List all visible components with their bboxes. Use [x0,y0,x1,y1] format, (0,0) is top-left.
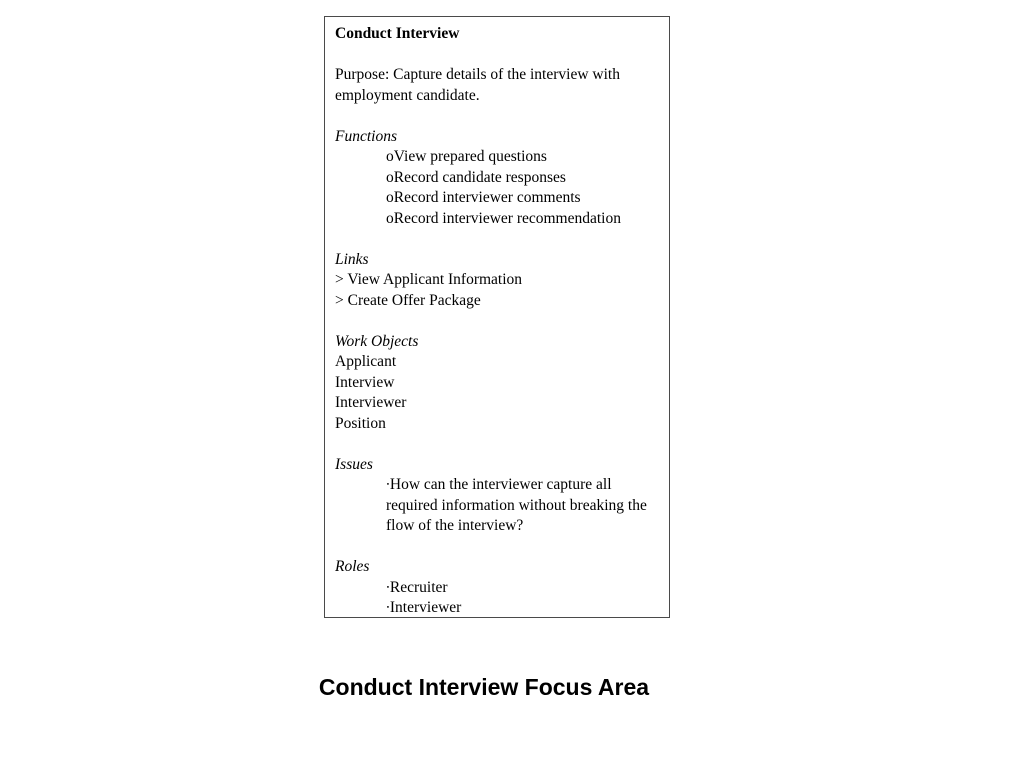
role-item: ∙Recruiter [386,578,448,596]
spacer [335,106,659,127]
roles-heading: Roles [335,558,370,575]
role-item: ∙Interviewer [386,599,462,616]
function-item: oRecord interviewer comments [386,189,581,206]
spacer [335,229,659,250]
issue-item: ∙How can the interviewer capture all required information without breaking the flow of the interview? [386,476,647,534]
card-title: Conduct Interview [335,25,460,42]
spacer [335,311,659,332]
work-object-item: Interview [335,373,395,391]
purpose-text: Purpose: Capture details of the interview with employment candidate. [335,66,620,104]
function-item: oRecord candidate responses [386,168,566,186]
page-caption: Conduct Interview Focus Area [318,674,650,700]
issues-heading: Issues [335,455,373,473]
spacer [335,537,659,558]
link-view-applicant-information[interactable]: > View Applicant Information [335,271,523,288]
spacer [335,45,659,66]
function-item: oRecord interviewer recommendation [386,209,621,227]
function-item: oView prepared questions [386,148,547,165]
links-heading: Links [335,250,369,268]
work-objects-heading: Work Objects [335,332,419,350]
spacer [335,434,659,455]
work-object-item: Interviewer [335,394,407,411]
focus-area-card [324,16,670,618]
work-object-item: Position [335,414,386,432]
link-create-offer-package[interactable]: > Create Offer Package [335,291,481,309]
work-object-item: Applicant [335,353,397,370]
functions-heading: Functions [335,127,397,145]
